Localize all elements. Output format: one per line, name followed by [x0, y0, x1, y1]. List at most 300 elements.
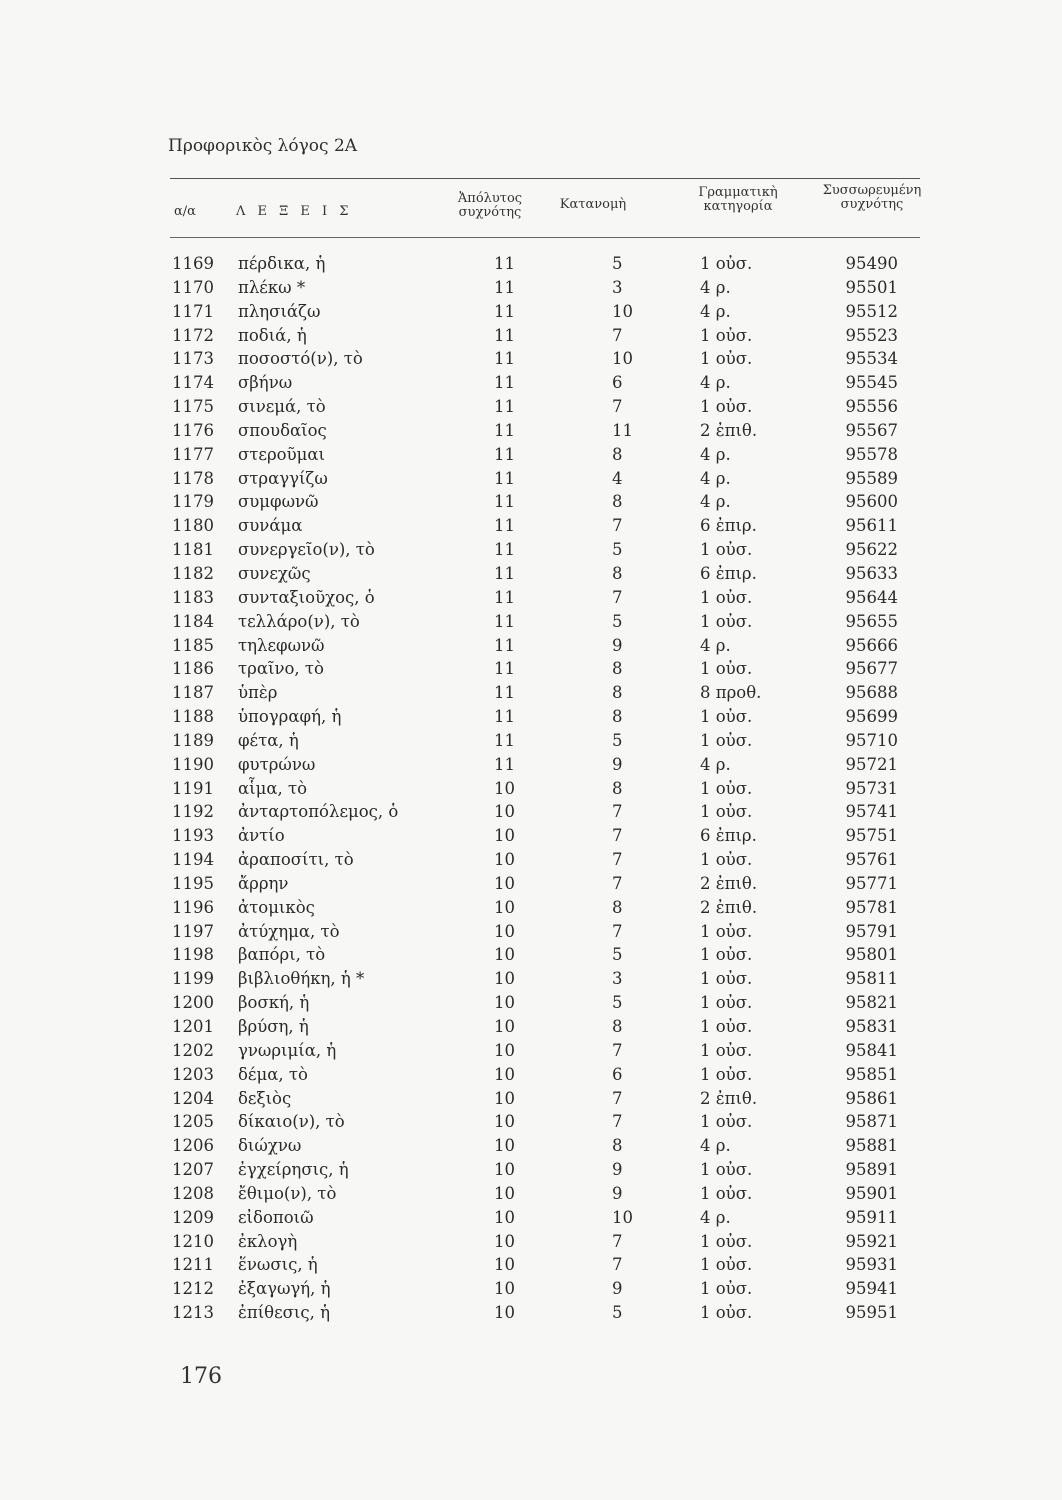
row-abs-frequency: 10 [494, 897, 515, 917]
row-word: ἐπίθεσις, ἡ [238, 1303, 330, 1323]
row-grammatical-category: 1 οὐσ. [700, 1160, 753, 1180]
table-row [0, 419, 1062, 443]
table-row [0, 490, 1062, 514]
row-cumulative-frequency: 95911 [845, 1207, 898, 1227]
row-cumulative-frequency: 95501 [845, 277, 898, 297]
row-cumulative-frequency: 95622 [845, 540, 898, 560]
row-distribution: 8 [612, 897, 623, 917]
row-word: δεξιὸς [238, 1088, 292, 1108]
row-index: 1191 [172, 778, 214, 798]
row-grammatical-category: 1 οὐσ. [700, 1040, 753, 1060]
row-abs-frequency: 11 [494, 420, 515, 440]
row-cumulative-frequency: 95556 [845, 397, 898, 417]
row-index: 1169 [172, 254, 214, 273]
table-row [0, 443, 1062, 467]
row-abs-frequency: 10 [494, 1160, 515, 1180]
row-distribution: 7 [612, 516, 623, 536]
column-header-index: α/α [174, 204, 196, 219]
row-grammatical-category: 8 προθ. [700, 683, 762, 703]
table-row [0, 324, 1062, 348]
row-index: 1177 [172, 444, 214, 464]
row-index: 1193 [172, 826, 214, 846]
row-distribution: 8 [612, 659, 623, 679]
row-word: συνεχῶς [238, 563, 311, 583]
row-cumulative-frequency: 95534 [845, 349, 898, 369]
row-abs-frequency: 11 [494, 325, 515, 345]
row-distribution: 7 [612, 873, 623, 893]
row-word: σβήνω [238, 373, 293, 393]
row-word: βαπόρι, τὸ [238, 945, 326, 965]
row-distribution: 7 [612, 826, 623, 846]
row-distribution: 5 [612, 540, 623, 560]
row-cumulative-frequency: 95821 [845, 993, 898, 1013]
page-number: 176 [180, 1364, 222, 1389]
row-word: ποδιά, ἡ [238, 325, 307, 345]
row-word: ἀντίο [238, 826, 285, 846]
row-cumulative-frequency: 95710 [845, 730, 898, 750]
row-cumulative-frequency: 95801 [845, 945, 898, 965]
table-row [0, 1230, 1062, 1254]
row-abs-frequency: 11 [494, 707, 515, 727]
row-abs-frequency: 10 [494, 1136, 515, 1156]
row-distribution: 7 [612, 802, 623, 822]
table-row [0, 1015, 1062, 1039]
row-index: 1173 [172, 349, 214, 369]
table-row [0, 1087, 1062, 1111]
row-distribution: 7 [612, 1255, 623, 1275]
row-distribution: 6 [612, 1064, 623, 1084]
table-row [0, 252, 1062, 276]
row-word: ὑπὲρ [238, 683, 278, 703]
row-grammatical-category: 4 ρ. [700, 373, 731, 393]
row-cumulative-frequency: 95666 [845, 635, 898, 655]
row-distribution: 7 [612, 850, 623, 870]
row-word: φυτρώνω [238, 754, 316, 774]
row-abs-frequency: 11 [494, 373, 515, 393]
row-distribution: 9 [612, 635, 623, 655]
row-index: 1213 [172, 1303, 214, 1323]
column-header-abs-frequency: Ἀπόλυτος συχνότης [457, 191, 523, 220]
table-row [0, 610, 1062, 634]
row-grammatical-category: 4 ρ. [700, 277, 731, 297]
row-cumulative-frequency: 95791 [845, 921, 898, 941]
row-abs-frequency: 10 [494, 993, 515, 1013]
row-word: συμφωνῶ [238, 492, 319, 512]
row-cumulative-frequency: 95831 [845, 1017, 898, 1036]
table-top-rule [170, 178, 920, 179]
row-abs-frequency: 11 [494, 563, 515, 583]
table-row [0, 991, 1062, 1015]
row-abs-frequency: 11 [494, 444, 515, 464]
row-cumulative-frequency: 95688 [845, 683, 898, 703]
row-index: 1170 [172, 277, 214, 297]
row-cumulative-frequency: 95871 [845, 1112, 898, 1132]
row-grammatical-category: 4 ρ. [700, 754, 731, 774]
row-index: 1176 [172, 420, 214, 440]
row-index: 1209 [172, 1207, 214, 1227]
row-cumulative-frequency: 95567 [845, 420, 898, 440]
row-cumulative-frequency: 95941 [845, 1279, 898, 1299]
row-grammatical-category: 1 οὐσ. [700, 1255, 753, 1275]
row-abs-frequency: 11 [494, 611, 515, 631]
row-abs-frequency: 10 [494, 969, 515, 989]
row-distribution: 7 [612, 1040, 623, 1060]
row-grammatical-category: 2 ἐπιθ. [700, 420, 758, 440]
row-index: 1196 [172, 897, 214, 917]
row-grammatical-category: 4 ρ. [700, 492, 731, 512]
row-distribution: 6 [612, 373, 623, 393]
row-distribution: 8 [612, 683, 623, 703]
row-word: ἀραποσίτι, τὸ [238, 850, 354, 870]
table-row [0, 872, 1062, 896]
row-index: 1171 [172, 301, 214, 321]
row-cumulative-frequency: 95811 [845, 969, 898, 989]
table-row [0, 920, 1062, 944]
row-distribution: 5 [612, 1303, 623, 1323]
row-abs-frequency: 10 [494, 1303, 515, 1323]
table-row [0, 943, 1062, 967]
row-abs-frequency: 10 [494, 778, 515, 798]
table-row [0, 347, 1062, 371]
row-index: 1175 [172, 397, 214, 417]
row-grammatical-category: 1 οὐσ. [700, 1064, 753, 1084]
table-row [0, 657, 1062, 681]
row-abs-frequency: 11 [494, 468, 515, 488]
row-abs-frequency: 11 [494, 301, 515, 321]
row-index: 1208 [172, 1183, 214, 1203]
row-index: 1187 [172, 683, 214, 703]
row-cumulative-frequency: 95761 [845, 850, 898, 870]
row-cumulative-frequency: 95731 [845, 778, 898, 798]
row-abs-frequency: 11 [494, 349, 515, 369]
row-distribution: 8 [612, 563, 623, 583]
table-row [0, 586, 1062, 610]
row-word: ποσοστό(ν), τὸ [238, 349, 363, 369]
row-word: ἐκλογὴ [238, 1231, 298, 1251]
row-distribution: 5 [612, 993, 623, 1013]
row-word: συνταξιοῦχος, ὁ [238, 587, 375, 607]
row-distribution: 9 [612, 1183, 623, 1203]
row-grammatical-category: 4 ρ. [700, 635, 731, 655]
row-cumulative-frequency: 95677 [845, 659, 898, 679]
row-distribution: 9 [612, 754, 623, 774]
row-grammatical-category: 4 ρ. [700, 444, 731, 464]
row-cumulative-frequency: 95644 [845, 587, 898, 607]
row-word: ἄρρην [238, 873, 289, 893]
column-header-cumulative-frequency: Συσσωρευμένη συχνότης [822, 183, 922, 212]
row-distribution: 10 [612, 1207, 633, 1227]
row-abs-frequency: 10 [494, 945, 515, 965]
row-word: ἐγχείρησις, ἡ [238, 1160, 349, 1180]
row-index: 1180 [172, 516, 214, 536]
table-row [0, 395, 1062, 419]
row-word: διώχνω [238, 1136, 302, 1156]
row-word: σπουδαῖος [238, 420, 327, 440]
row-grammatical-category: 1 οὐσ. [700, 1303, 753, 1323]
row-abs-frequency: 10 [494, 1064, 515, 1084]
row-abs-frequency: 11 [494, 254, 515, 273]
row-word: βοσκή, ἡ [238, 993, 310, 1013]
row-grammatical-category: 1 οὐσ. [700, 1279, 753, 1299]
table-row [0, 1253, 1062, 1277]
row-index: 1186 [172, 659, 214, 679]
row-word: πέρδικα, ἡ [238, 254, 326, 273]
row-grammatical-category: 1 οὐσ. [700, 802, 753, 822]
row-word: πλησιάζω [238, 301, 321, 321]
row-grammatical-category: 1 οὐσ. [700, 778, 753, 798]
table-row [0, 634, 1062, 658]
table-row [0, 729, 1062, 753]
row-index: 1192 [172, 802, 214, 822]
row-grammatical-category: 4 ρ. [700, 468, 731, 488]
row-index: 1178 [172, 468, 214, 488]
table-row [0, 300, 1062, 324]
row-cumulative-frequency: 95901 [845, 1183, 898, 1203]
row-grammatical-category: 6 ἐπιρ. [700, 563, 757, 583]
row-distribution: 5 [612, 611, 623, 631]
table-row [0, 1182, 1062, 1206]
row-index: 1204 [172, 1088, 214, 1108]
row-distribution: 7 [612, 397, 623, 417]
row-grammatical-category: 1 οὐσ. [700, 587, 753, 607]
row-grammatical-category: 6 ἐπιρ. [700, 516, 757, 536]
row-word: ὑπογραφή, ἡ [238, 707, 342, 727]
row-abs-frequency: 11 [494, 683, 515, 703]
row-grammatical-category: 6 ἐπιρ. [700, 826, 757, 846]
row-cumulative-frequency: 95523 [845, 325, 898, 345]
row-word: σινεμά, τὸ [238, 397, 326, 417]
table-row [0, 1063, 1062, 1087]
row-word: βιβλιοθήκη, ἡ * [238, 969, 365, 989]
row-index: 1184 [172, 611, 214, 631]
row-abs-frequency: 10 [494, 850, 515, 870]
table-row [0, 681, 1062, 705]
table-row [0, 824, 1062, 848]
row-cumulative-frequency: 95578 [845, 444, 898, 464]
row-index: 1183 [172, 587, 214, 607]
row-index: 1174 [172, 373, 214, 393]
frequency-table-body [0, 252, 1062, 1325]
column-header-grammatical-category: Γραμματικὴ κατηγορία [698, 185, 778, 214]
row-distribution: 3 [612, 969, 623, 989]
table-row [0, 514, 1062, 538]
row-word: ἀτύχημα, τὸ [238, 921, 340, 941]
row-grammatical-category: 1 οὐσ. [700, 349, 753, 369]
row-cumulative-frequency: 95512 [845, 301, 898, 321]
row-abs-frequency: 10 [494, 1279, 515, 1299]
table-row [0, 896, 1062, 920]
row-cumulative-frequency: 95951 [845, 1303, 898, 1323]
row-abs-frequency: 11 [494, 277, 515, 297]
table-row [0, 371, 1062, 395]
row-abs-frequency: 11 [494, 492, 515, 512]
row-cumulative-frequency: 95655 [845, 611, 898, 631]
row-distribution: 5 [612, 945, 623, 965]
table-row [0, 753, 1062, 777]
row-grammatical-category: 1 οὐσ. [700, 969, 753, 989]
row-cumulative-frequency: 95861 [845, 1088, 898, 1108]
row-index: 1182 [172, 563, 214, 583]
row-word: ἕνωσις, ἡ [238, 1255, 318, 1275]
row-word: δίκαιο(ν), τὸ [238, 1112, 345, 1132]
row-abs-frequency: 10 [494, 1088, 515, 1108]
row-grammatical-category: 1 οὐσ. [700, 659, 753, 679]
row-grammatical-category: 1 οὐσ. [700, 730, 753, 750]
row-grammatical-category: 1 οὐσ. [700, 993, 753, 1013]
row-distribution: 10 [612, 301, 633, 321]
row-index: 1185 [172, 635, 214, 655]
row-cumulative-frequency: 95781 [845, 897, 898, 917]
row-word: γνωριμία, ἡ [238, 1040, 337, 1060]
row-grammatical-category: 1 οὐσ. [700, 1017, 753, 1036]
table-header-rule [170, 237, 920, 238]
row-abs-frequency: 11 [494, 397, 515, 417]
row-abs-frequency: 11 [494, 754, 515, 774]
row-cumulative-frequency: 95891 [845, 1160, 898, 1180]
row-cumulative-frequency: 95771 [845, 873, 898, 893]
row-word: τηλεφωνῶ [238, 635, 325, 655]
row-distribution: 5 [612, 254, 623, 273]
row-abs-frequency: 11 [494, 540, 515, 560]
row-word: βρύση, ἡ [238, 1017, 309, 1036]
row-cumulative-frequency: 95699 [845, 707, 898, 727]
row-abs-frequency: 10 [494, 1231, 515, 1251]
table-row [0, 467, 1062, 491]
row-cumulative-frequency: 95633 [845, 563, 898, 583]
column-header-distribution: Κατανομὴ [559, 197, 627, 212]
row-word: ἀτομικὸς [238, 897, 315, 917]
row-abs-frequency: 11 [494, 587, 515, 607]
row-grammatical-category: 4 ρ. [700, 1136, 731, 1156]
table-row [0, 1301, 1062, 1325]
row-distribution: 8 [612, 1017, 623, 1036]
row-cumulative-frequency: 95841 [845, 1040, 898, 1060]
row-word: τραῖνο, τὸ [238, 659, 324, 679]
row-word: αἷμα, τὸ [238, 778, 308, 798]
row-distribution: 7 [612, 1231, 623, 1251]
row-distribution: 7 [612, 1088, 623, 1108]
row-abs-frequency: 10 [494, 1207, 515, 1227]
row-abs-frequency: 10 [494, 1183, 515, 1203]
row-grammatical-category: 1 οὐσ. [700, 921, 753, 941]
row-index: 1181 [172, 540, 214, 560]
row-cumulative-frequency: 95931 [845, 1255, 898, 1275]
row-index: 1199 [172, 969, 214, 989]
row-abs-frequency: 11 [494, 730, 515, 750]
table-row [0, 777, 1062, 801]
row-abs-frequency: 10 [494, 802, 515, 822]
row-index: 1189 [172, 730, 214, 750]
row-cumulative-frequency: 95921 [845, 1231, 898, 1251]
row-distribution: 8 [612, 707, 623, 727]
row-abs-frequency: 10 [494, 1112, 515, 1132]
table-row [0, 967, 1062, 991]
row-index: 1212 [172, 1279, 214, 1299]
row-word: εἰδοποιῶ [238, 1207, 314, 1227]
column-header-words: Λ Ε Ξ Ε Ι Σ [236, 204, 353, 219]
row-grammatical-category: 1 οὐσ. [700, 254, 753, 273]
row-distribution: 5 [612, 730, 623, 750]
row-index: 1201 [172, 1017, 214, 1036]
table-row [0, 276, 1062, 300]
row-word: ἔθιμο(ν), τὸ [238, 1183, 337, 1203]
row-cumulative-frequency: 95545 [845, 373, 898, 393]
row-index: 1194 [172, 850, 214, 870]
row-index: 1203 [172, 1064, 214, 1084]
table-row [0, 562, 1062, 586]
row-cumulative-frequency: 95600 [845, 492, 898, 512]
table-row [0, 800, 1062, 824]
row-grammatical-category: 2 ἐπιθ. [700, 897, 758, 917]
row-word: φέτα, ἡ [238, 730, 299, 750]
row-abs-frequency: 10 [494, 921, 515, 941]
row-distribution: 8 [612, 444, 623, 464]
running-title: Προφορικὸς λόγος 2Α [168, 136, 358, 156]
table-row [0, 538, 1062, 562]
table-row [0, 1039, 1062, 1063]
row-word: συνεργεῖο(ν), τὸ [238, 540, 375, 560]
row-distribution: 8 [612, 778, 623, 798]
table-row [0, 1110, 1062, 1134]
row-grammatical-category: 1 οὐσ. [700, 707, 753, 727]
row-abs-frequency: 11 [494, 659, 515, 679]
row-word: ἀνταρτοπόλεμος, ὁ [238, 802, 399, 822]
row-word: πλέκω * [238, 277, 306, 297]
row-abs-frequency: 10 [494, 1017, 515, 1036]
row-abs-frequency: 10 [494, 1255, 515, 1275]
row-index: 1188 [172, 707, 214, 727]
table-row [0, 1206, 1062, 1230]
row-index: 1206 [172, 1136, 214, 1156]
table-row [0, 705, 1062, 729]
row-distribution: 9 [612, 1279, 623, 1299]
row-distribution: 9 [612, 1160, 623, 1180]
row-index: 1198 [172, 945, 214, 965]
row-cumulative-frequency: 95721 [845, 754, 898, 774]
row-distribution: 10 [612, 349, 633, 369]
row-word: ἐξαγωγή, ἡ [238, 1279, 331, 1299]
row-grammatical-category: 1 οὐσ. [700, 1112, 753, 1132]
row-distribution: 7 [612, 325, 623, 345]
row-cumulative-frequency: 95490 [845, 254, 898, 273]
row-index: 1197 [172, 921, 214, 941]
row-cumulative-frequency: 95851 [845, 1064, 898, 1084]
row-word: τελλάρο(ν), τὸ [238, 611, 360, 631]
row-grammatical-category: 4 ρ. [700, 1207, 731, 1227]
row-index: 1205 [172, 1112, 214, 1132]
table-row [0, 1158, 1062, 1182]
row-index: 1210 [172, 1231, 214, 1251]
row-grammatical-category: 2 ἐπιθ. [700, 1088, 758, 1108]
row-grammatical-category: 1 οὐσ. [700, 611, 753, 631]
row-grammatical-category: 1 οὐσ. [700, 850, 753, 870]
row-word: συνάμα [238, 516, 303, 536]
row-distribution: 4 [612, 468, 623, 488]
row-grammatical-category: 1 οὐσ. [700, 1231, 753, 1251]
row-index: 1190 [172, 754, 214, 774]
row-grammatical-category: 1 οὐσ. [700, 1183, 753, 1203]
row-index: 1202 [172, 1040, 214, 1060]
row-distribution: 8 [612, 492, 623, 512]
row-abs-frequency: 11 [494, 516, 515, 536]
row-distribution: 8 [612, 1136, 623, 1156]
row-distribution: 3 [612, 277, 623, 297]
row-word: δέμα, τὸ [238, 1064, 308, 1084]
row-cumulative-frequency: 95741 [845, 802, 898, 822]
row-index: 1172 [172, 325, 214, 345]
row-distribution: 7 [612, 1112, 623, 1132]
row-grammatical-category: 1 οὐσ. [700, 325, 753, 345]
